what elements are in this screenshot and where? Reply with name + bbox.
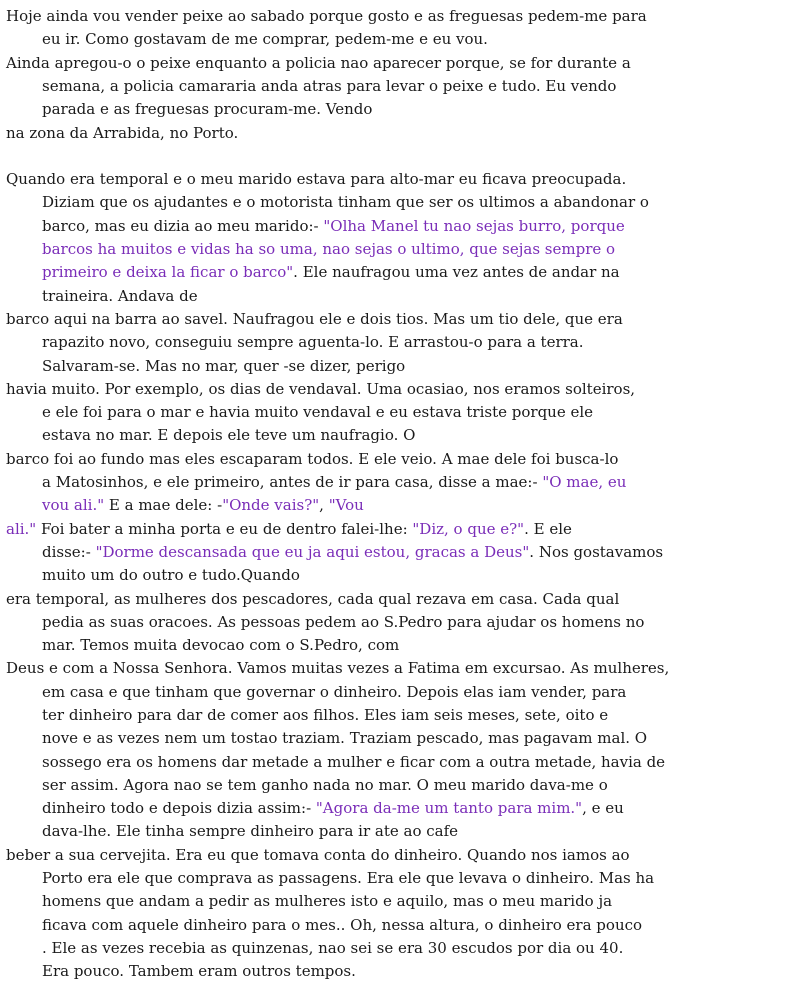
text-run: homens que andam a pedir as mulheres isto e aquilo, mas o meu marido ja xyxy=(42,892,613,910)
quoted-speech: "Diz, o que e?" xyxy=(412,520,525,538)
text-run: e ele foi para o mar e havia muito vendaval e eu estava triste porque ele xyxy=(42,403,594,421)
text-run: havia muito. Por exemplo, os dias de vendaval. Uma ocasiao, nos eramos solteiros, xyxy=(6,380,636,398)
text-line xyxy=(6,449,618,469)
text-line xyxy=(42,705,608,725)
quoted-speech: vou ali." xyxy=(42,496,105,514)
text-line xyxy=(6,589,619,609)
text-line xyxy=(42,332,584,352)
text-line xyxy=(42,868,654,888)
quoted-speech: "Vou xyxy=(328,496,364,514)
quoted-speech: "Olha Manel tu nao sejas burro, porque xyxy=(323,217,625,235)
text-run: dinheiro todo e depois dizia assim:- xyxy=(42,799,316,817)
text-run: Hoje ainda vou vender peixe ao sabado porque gosto e as freguesas pedem-me para xyxy=(6,7,647,25)
text-run: mar. Temos muita devocao com o S.Pedro, com xyxy=(42,636,400,654)
text-run: Porto era ele que comprava as passagens. Era ele que levava o dinheiro. Mas ha xyxy=(42,869,655,887)
text-line xyxy=(6,519,572,539)
text-run: , xyxy=(319,496,329,514)
text-run: barco foi ao fundo mas eles escaparam todos. E ele veio. A mae dele foi busca-lo xyxy=(6,450,619,468)
text-line xyxy=(42,262,620,282)
text-run: Salvaram-se. Mas no mar, quer -se dizer, perigo xyxy=(42,357,406,375)
text-line xyxy=(42,961,356,981)
text-run: barco aqui na barra ao savel. Naufragou ele e dois tios. Mas um tio dele, que era xyxy=(6,310,623,328)
text-line xyxy=(6,53,631,73)
text-line xyxy=(42,565,300,585)
text-line xyxy=(42,915,642,935)
text-line xyxy=(6,6,647,26)
text-run: . Ele naufragou uma vez antes de andar na xyxy=(293,263,620,281)
text-run: estava no mar. E depois ele teve um naufragio. O xyxy=(42,426,416,444)
text-run: Quando era temporal e o meu marido estava para alto-mar eu ficava preocupada. xyxy=(6,170,627,188)
text-run: ter dinheiro para dar de comer aos filhos. Eles iam seis meses, sete, oito e xyxy=(42,706,609,724)
text-line xyxy=(42,192,649,212)
text-line xyxy=(42,29,488,49)
text-line xyxy=(42,356,405,376)
text-run: pedia as suas oracoes. As pessoas pedem ao S.Pedro para ajudar os homens no xyxy=(42,613,645,631)
text-line xyxy=(42,239,615,259)
text-run: Diziam que os ajudantes e o motorista tinham que ser os ultimos a abandonar o xyxy=(42,193,649,211)
text-line xyxy=(42,798,624,818)
quoted-speech: "Agora da-me um tanto para mim." xyxy=(315,799,583,817)
text-run: a Matosinhos, e ele primeiro, antes de ir para casa, disse a mae:- xyxy=(42,473,543,491)
text-run: em casa e que tinham que governar o dinheiro. Depois elas iam vender, para xyxy=(42,683,627,701)
quoted-speech: "Onde vais?" xyxy=(222,496,320,514)
text-run: . Ele as vezes recebia as quinzenas, nao sei se era 30 escudos por dia ou 40. xyxy=(42,939,624,957)
text-run: , e eu xyxy=(582,799,624,817)
text-run: Foi bater a minha porta e eu de dentro falei-lhe: xyxy=(36,520,413,538)
text-run: era temporal, as mulheres dos pescadores, cada qual rezava em casa. Cada qual xyxy=(6,590,620,608)
text-line xyxy=(42,891,612,911)
text-line xyxy=(42,682,626,702)
text-run: ser assim. Agora nao se tem ganho nada no mar. O meu marido dava-me o xyxy=(42,776,608,794)
text-run: barco, mas eu dizia ao meu marido:- xyxy=(42,217,324,235)
text-line xyxy=(6,309,623,329)
text-line xyxy=(42,402,593,422)
text-line xyxy=(42,542,663,562)
text-run: eu ir. Como gostavam de me comprar, pedem-me e eu vou. xyxy=(42,30,488,48)
text-line xyxy=(42,728,647,748)
text-run: E a mae dele: - xyxy=(104,496,223,514)
text-run: Deus e com a Nossa Senhora. Vamos muitas vezes a Fatima em excursao. As mulheres, xyxy=(6,659,670,677)
text-run: . E ele xyxy=(524,520,572,538)
quoted-speech: "Dorme descansada que eu ja aqui estou, gracas a Deus" xyxy=(95,543,530,561)
text-line xyxy=(42,938,623,958)
quoted-speech: primeiro e deixa la ficar o barco" xyxy=(42,263,294,281)
text-line xyxy=(42,216,625,236)
quoted-speech: "O mae, eu xyxy=(542,473,627,491)
text-line xyxy=(42,99,372,119)
text-run: parada e as freguesas procuram-me. Vendo xyxy=(42,100,373,118)
text-run: dava-lhe. Ele tinha sempre dinheiro para ir ate ao cafe xyxy=(42,822,459,840)
text-run: Ainda apregou-o o peixe enquanto a policia nao aparecer porque, se for durante a xyxy=(6,54,631,72)
text-run: na zona da Arrabida, no Porto. xyxy=(6,124,239,142)
text-run: sossego era os homens dar metade a mulher e ficar com a outra metade, havia de xyxy=(42,753,666,771)
text-run: Era pouco. Tambem eram outros tempos. xyxy=(42,962,356,980)
text-line xyxy=(42,612,644,632)
text-line xyxy=(42,495,364,515)
text-run: traineira. Andava de xyxy=(42,287,198,305)
text-line xyxy=(42,286,198,306)
text-line xyxy=(42,472,626,492)
text-run: . Nos gostavamos xyxy=(529,543,664,561)
quoted-speech: ali." xyxy=(6,520,37,538)
text-line xyxy=(6,379,635,399)
text-line xyxy=(6,845,630,865)
text-line xyxy=(42,752,665,772)
text-line xyxy=(6,658,669,678)
text-run: ficava com aquele dinheiro para o mes.. Oh, nessa altura, o dinheiro era pouco xyxy=(42,916,643,934)
text-run: beber a sua cervejita. Era eu que tomava conta do dinheiro. Quando nos iamos ao xyxy=(6,846,630,864)
text-line xyxy=(6,123,238,143)
text-line xyxy=(42,76,616,96)
quoted-speech: barcos ha muitos e vidas ha so uma, nao sejas o ultimo, que sejas sempre o xyxy=(42,240,616,258)
text-run: semana, a policia camararia anda atras para levar o peixe e tudo. Eu vendo xyxy=(42,77,617,95)
text-run: muito um do outro e tudo.Quando xyxy=(42,566,300,584)
text-line xyxy=(42,635,399,655)
text-line xyxy=(42,425,415,445)
text-line xyxy=(42,775,608,795)
text-run: disse:- xyxy=(42,543,96,561)
text-line xyxy=(6,169,626,189)
text-line xyxy=(42,821,458,841)
text-run: nove e as vezes nem um tostao traziam. Traziam pescado, mas pagavam mal. O xyxy=(42,729,648,747)
text-run: rapazito novo, conseguiu sempre aguenta-lo. E arrastou-o para a terra. xyxy=(42,333,584,351)
